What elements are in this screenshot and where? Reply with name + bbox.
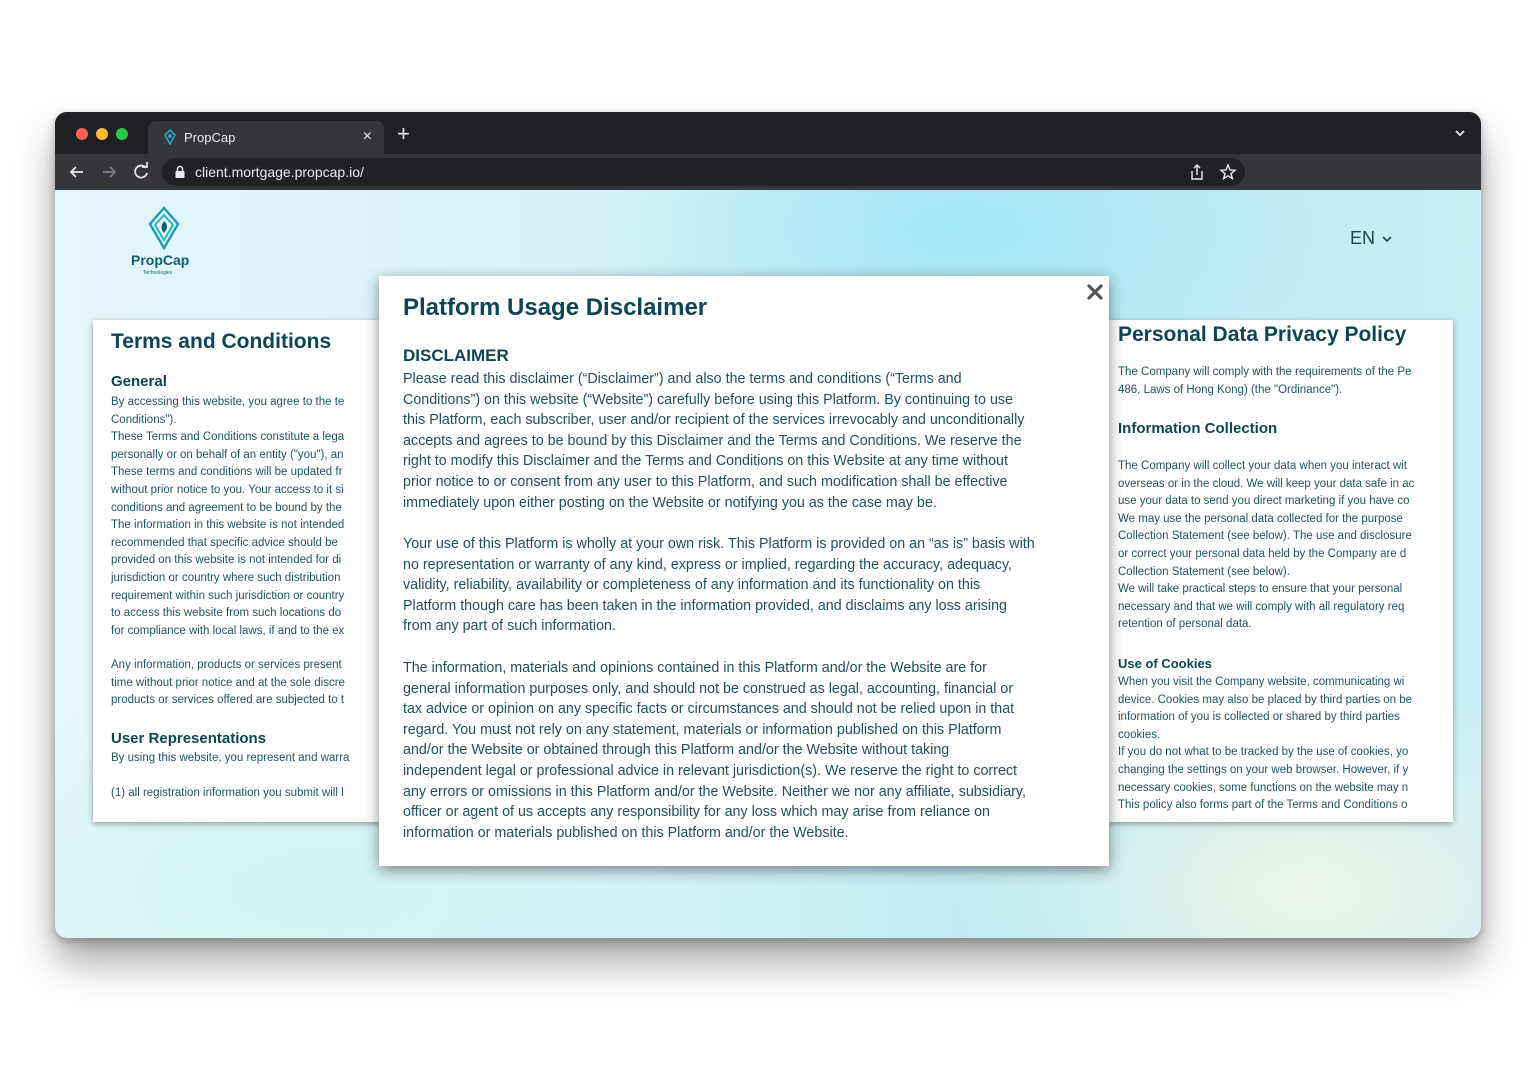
paragraph-line: regard. You must not rely on any statement, materials or information published on this Platform	[403, 721, 1002, 738]
back-arrow-icon[interactable]	[67, 162, 87, 182]
paragraph-line: this Platform, each subscriber, user and/or recipient of the services irrevocably and unconditionally	[403, 412, 1025, 429]
paragraph-line: Conditions”) on this website (“Website”) carefully before using this Platform. By continuing to use	[403, 391, 1014, 408]
paragraph-line: validity, reliability, availability or completeness of any information and its functionality on this	[403, 577, 981, 594]
text-line: for compliance with local laws, if and to the ex	[111, 624, 345, 637]
text-line: This policy also forms part of the Terms and Conditions o	[1118, 799, 1408, 812]
tab-search-chevron-icon[interactable]	[1453, 126, 1467, 140]
disclaimer-paragraph-1	[403, 369, 1093, 513]
text-line: requirement within such jurisdiction or country	[111, 589, 345, 602]
forward-arrow-icon[interactable]	[99, 162, 119, 182]
text-line: time without prior notice and at the sole discre	[111, 676, 345, 689]
paragraph-line: Platform though care has been taken in the information provided, and disclaims any loss arising	[403, 597, 1007, 614]
text-line: When you visit the Company website, communicating wi	[1118, 676, 1405, 688]
disclaimer-modal	[379, 276, 1109, 866]
text-line: cookies.	[1118, 728, 1161, 741]
paragraph-line: officer or agent of us accepts any responsibility for any loss which may arise from reliance on	[403, 804, 990, 821]
browser-window	[55, 112, 1481, 938]
general-heading: General	[111, 373, 167, 390]
text-line: overseas or in the cloud. We will keep your data safe in ac	[1118, 477, 1415, 490]
text-line: retention of personal data.	[1118, 618, 1252, 631]
text-line: These terms and conditions will be updated fr	[111, 466, 343, 479]
modal-title: Platform Usage Disclaimer	[403, 294, 708, 321]
terms-card[interactable]	[93, 320, 423, 822]
share-icon[interactable]	[1189, 163, 1205, 181]
paragraph-line: immediately upon either posting on the Website or notifying you as the case may be.	[403, 494, 937, 511]
text-line: device. Cookies may also be placed by third parties on be	[1118, 693, 1413, 706]
text-line: or correct your personal data held by the Company are d	[1118, 548, 1407, 560]
information-collection-heading: Information Collection	[1118, 420, 1278, 437]
paragraph-line: no representation or warranty of any kind, express or implied, regarding the accuracy, adequacy,	[403, 556, 1012, 573]
paragraph-line: general information purposes only, and should not be construed as legal, accounting, financial or	[403, 680, 1014, 697]
paragraph-line: The information, materials and opinions contained in this Platform and/or the Website are for	[403, 660, 987, 676]
text-line: We may use the personal data collected for the purpose	[1118, 512, 1403, 525]
text-line: Any information, products or services present	[111, 659, 342, 671]
text-line: (1) all registration information you submit will l	[111, 787, 344, 799]
user-representations-heading: User Representations	[111, 730, 267, 747]
address-bar[interactable]	[162, 158, 1245, 186]
text-line: products or services offered are subjected to t	[111, 694, 345, 707]
chevron-down-icon[interactable]	[1381, 234, 1393, 244]
paragraph-line: Your use of this Platform is wholly at your own risk. This Platform is provided on an “as is” basis with	[403, 536, 1035, 552]
url-text: client.mortgage.propcap.io/	[195, 164, 364, 180]
text-line: By accessing this website, you agree to the te	[111, 396, 345, 408]
text-line: without prior notice to you. Your access to it si	[111, 484, 344, 496]
paragraph-line: and/or the Website or obtained through this Platform and/or the Website without taking	[403, 742, 950, 759]
disclaimer-heading: DISCLAIMER	[403, 346, 509, 365]
disclaimer-paragraph-3	[403, 658, 1093, 843]
text-line: The Company will collect your data when you interact wit	[1118, 460, 1407, 472]
privacy-card[interactable]	[1108, 320, 1453, 822]
text-line: The Company will comply with the requirements of the Pe	[1118, 366, 1412, 378]
text-line: personally or on behalf of an entity ("you"), an	[111, 448, 344, 461]
text-line: Collection Statement (see below).	[1118, 565, 1290, 578]
language-selector[interactable]: EN	[1350, 228, 1376, 248]
text-line: These Terms and Conditions constitute a lega	[111, 431, 345, 444]
text-line: conditions and agreement to be bound by the	[111, 501, 342, 514]
text-line: jurisdiction or country where such distribution	[111, 572, 341, 584]
paragraph-line: any errors or omissions in this Platform and/or the Website. Neither we nor any affiliate, subsidiary,	[403, 783, 1026, 800]
propcap-favicon-icon	[163, 129, 177, 145]
text-line: changing the settings on your web browser. However, if y	[1118, 764, 1409, 776]
text-line: Conditions").	[111, 413, 177, 426]
propcap-logo-icon	[146, 206, 182, 250]
text-line: By using this website, you represent and warra	[111, 752, 350, 764]
text-line: We will take practical steps to ensure that your personal	[1118, 583, 1403, 596]
maximize-window-button[interactable]	[116, 128, 128, 140]
bookmark-star-icon[interactable]	[1219, 163, 1237, 181]
close-tab-button[interactable]: ×	[362, 128, 372, 145]
privacy-title: Personal Data Privacy Policy	[1118, 323, 1407, 346]
paragraph-line: from any part of such information.	[403, 618, 616, 635]
text-line: If you do not what to be tracked by the use of cookies, yo	[1118, 746, 1409, 759]
paragraph-line: independent legal or professional advice in relevant jurisdiction(s). We reserve the right to correct	[403, 762, 1018, 779]
text-line: information of you is collected or shared by third parties	[1118, 711, 1400, 724]
lock-icon	[174, 165, 186, 179]
terms-title: Terms and Conditions	[111, 330, 332, 353]
paragraph-line: accepts and agrees to be bound by this Disclaimer and the Terms and Conditions. We reserve the	[403, 432, 1022, 449]
reload-icon[interactable]	[131, 162, 151, 182]
text-line: 486, Laws of Hong Kong) (the "Ordinance").	[1118, 383, 1343, 396]
text-line: provided on this website is not intended for di	[111, 554, 342, 567]
text-line: The information in this website is not intended	[111, 519, 345, 532]
text-line: necessary cookies, some functions on the website may n	[1118, 781, 1409, 794]
text-line: to access this website from such locations do	[111, 607, 342, 620]
tab-propcap[interactable]	[148, 121, 384, 154]
logo-subtext: Technologies	[143, 270, 173, 276]
text-line: necessary and that we will comply with all regulatory req	[1118, 600, 1405, 613]
paragraph-line: Please read this disclaimer (“Disclaimer”) and also the terms and conditions (“Terms and	[403, 371, 962, 387]
tab-bar	[55, 112, 1481, 154]
tab-title: PropCap	[184, 130, 236, 145]
paragraph-line: information or materials published on this Platform and/or the Website.	[403, 824, 849, 841]
text-line: Collection Statement (see below). The use and disclosure	[1118, 530, 1412, 543]
text-line: use your data to send you direct marketing if you have co	[1118, 495, 1410, 508]
browser-toolbar	[55, 154, 1481, 190]
text-line: recommended that specific advice should be	[111, 536, 338, 549]
paragraph-line: prior notice to or consent from any user to this Platform, and such modification shall be effective	[403, 473, 1008, 490]
new-tab-button[interactable]: +	[397, 121, 410, 146]
page-viewport	[55, 190, 1481, 938]
logo-text: PropCap	[131, 252, 190, 268]
paragraph-line: tax advice or opinion on any specific facts or circumstances and should not be relied upon in that	[403, 701, 1015, 718]
close-window-button[interactable]	[76, 128, 88, 140]
disclaimer-paragraph-2	[403, 534, 1093, 637]
close-icon[interactable]	[1085, 282, 1105, 302]
minimize-window-button[interactable]	[96, 128, 108, 140]
use-of-cookies-heading: Use of Cookies	[1118, 656, 1212, 671]
paragraph-line: right to modify this Disclaimer and the Terms and Conditions on this Website at any time without	[403, 453, 1008, 470]
